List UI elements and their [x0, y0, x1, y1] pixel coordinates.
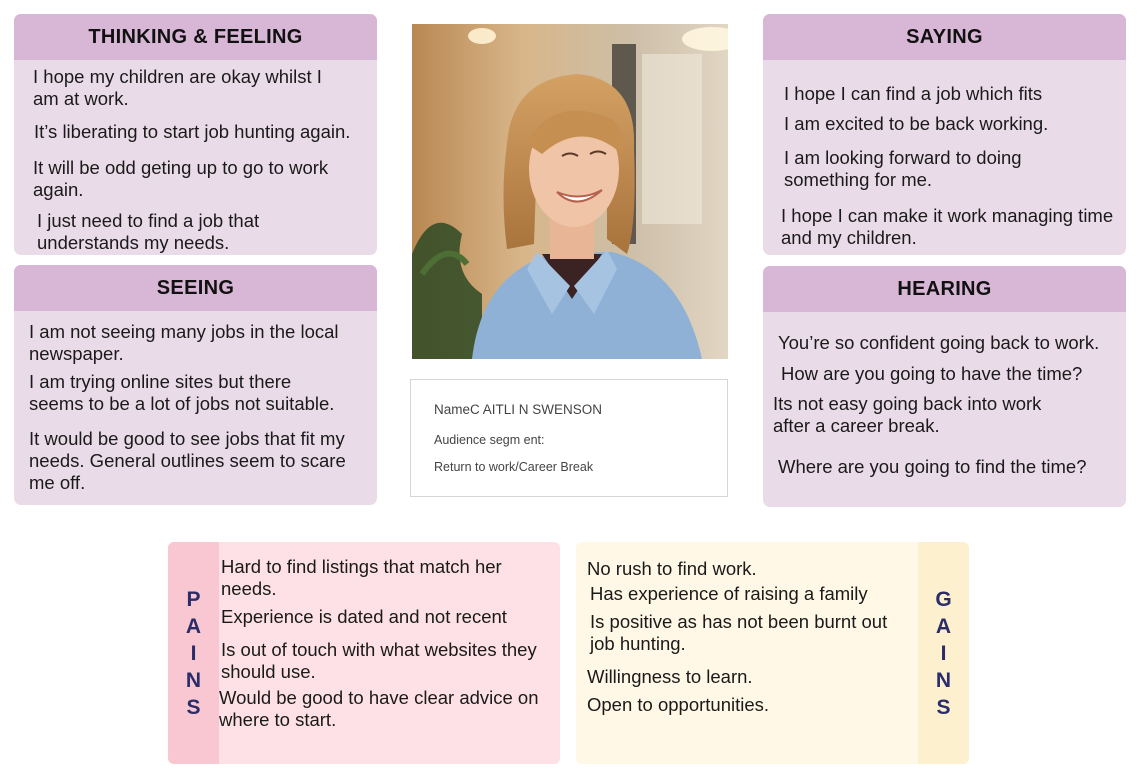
- saying-item: I am looking forward to doing something for me.: [784, 147, 1022, 190]
- gains-letter: I: [940, 642, 947, 665]
- gains-item: Has experience of raising a family: [590, 583, 868, 604]
- gains-letter: A: [935, 615, 952, 638]
- seeing-item: It would be good to see jobs that fit my needs. General outlines seem to scare me off.: [29, 428, 346, 493]
- pains-panel: [168, 542, 560, 764]
- hearing-header: HEARING: [763, 266, 1126, 312]
- saying-item: I hope I can make it work managing time and my children.: [781, 205, 1114, 248]
- hearing-item: How are you going to have the time?: [781, 363, 1083, 384]
- gains-item: No rush to find work.: [587, 558, 757, 579]
- pains-item: Is out of touch with what websites they should use.: [221, 639, 537, 682]
- hearing-item: Where are you going to find the time?: [778, 456, 1087, 477]
- audience-segment-label: Audience segm ent:: [434, 433, 545, 447]
- pains-letter: I: [190, 642, 197, 665]
- gains-item: Open to opportunities.: [587, 694, 770, 715]
- thinking-item: I just need to find a job that understands my needs.: [37, 210, 260, 253]
- gains-letter: G: [935, 588, 952, 611]
- thinking-feeling-panel: [14, 14, 377, 255]
- pains-vertical-label: [168, 586, 219, 721]
- pains-letter: S: [186, 696, 201, 719]
- thinking-item: It’s liberating to start job hunting again.: [34, 121, 351, 142]
- hearing-panel: [763, 266, 1126, 507]
- seeing-item: I am trying online sites but there seems to be a lot of jobs not suitable.: [29, 371, 335, 414]
- gains-letter: N: [935, 669, 952, 692]
- saying-header: SAYING: [763, 14, 1126, 60]
- persona-info-box: [410, 379, 728, 497]
- saying-panel: [763, 14, 1126, 255]
- seeing-panel: [14, 265, 377, 505]
- persona-name: NameC AITLI N SWENSON: [434, 402, 603, 417]
- gains-item: Willingness to learn.: [587, 666, 753, 687]
- pains-item: Would be good to have clear advice on where to start.: [219, 687, 539, 730]
- gains-vertical-label: [918, 586, 969, 721]
- pains-strip: [168, 542, 219, 764]
- seeing-header: SEEING: [14, 265, 377, 311]
- gains-strip: [918, 542, 969, 764]
- thinking-item: I hope my children are okay whilst I am at work.: [33, 66, 322, 109]
- saying-item: I hope I can find a job which fits: [784, 83, 1043, 104]
- pains-item: Hard to find listings that match her needs.: [221, 556, 502, 599]
- hearing-item: Its not easy going back into work after a career break.: [773, 393, 1042, 436]
- gains-item: Is positive as has not been burnt out job hunting.: [590, 611, 888, 654]
- saying-item: I am excited to be back working.: [784, 113, 1049, 134]
- pains-letter: N: [185, 669, 202, 692]
- persona-photo: [412, 24, 728, 359]
- pains-letter: P: [186, 588, 201, 611]
- persona-photo-illustration: [412, 24, 728, 359]
- thinking-item: It will be odd geting up to go to work again.: [33, 157, 329, 200]
- seeing-item: I am not seeing many jobs in the local newspaper.: [29, 321, 339, 364]
- gains-panel: [576, 542, 969, 764]
- pains-letter: A: [185, 615, 202, 638]
- audience-segment-value: Return to work/Career Break: [434, 460, 594, 474]
- thinking-feeling-header: THINKING & FEELING: [14, 14, 377, 60]
- hearing-item: You’re so confident going back to work.: [778, 332, 1100, 353]
- gains-letter: S: [936, 696, 951, 719]
- pains-item: Experience is dated and not recent: [221, 606, 507, 627]
